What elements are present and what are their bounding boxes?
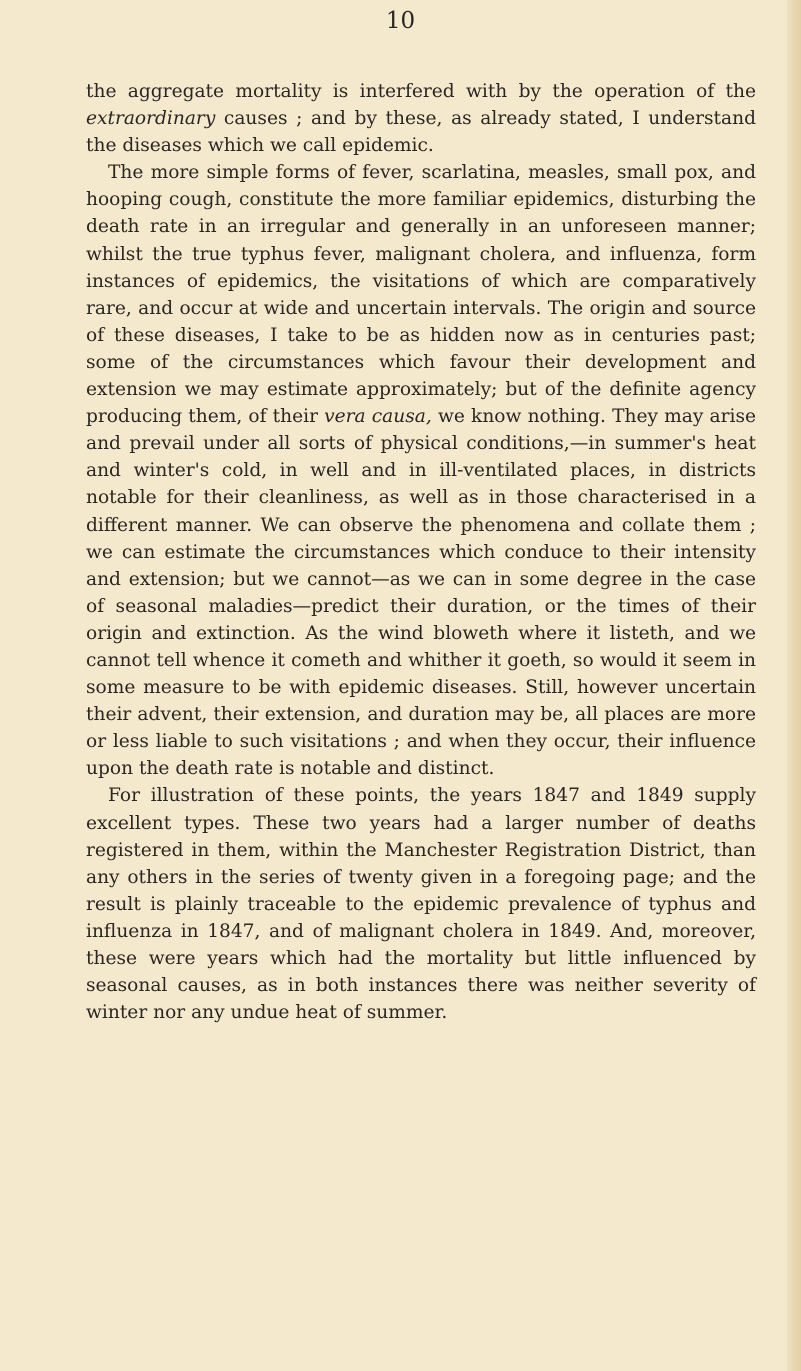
text-segment: For illustration of these points, the years 1847 and 1849 supply excellent types. These two years had a larger number of deaths registered in them, within the Manchester Registration District, than any others in the series of twenty given in a foregoing page; and the result is plainly traceable to the epidemic prevalence of typhus and influenza in 1847, and of malignant cholera in 1849. And, moreover, these were years which had the mortality but little influenced by seasonal causes, as in both instances there was neither severity of winter nor any undue heat of summer. (86, 785, 756, 1024)
page-edge-shadow (787, 0, 801, 1371)
paragraph-3 (86, 782, 756, 1026)
body-text (86, 78, 756, 1026)
italic-term-vera-causa: vera causa, (324, 406, 432, 428)
paragraph-1 (86, 78, 756, 159)
text-segment: The more simple forms of fever, scarlatina, measles, small pox, and hooping cough, constitute the more familiar epidemics, disturbing the death rate in an irregular and generally in an unforeseen manner; whilst the true typhus fever, malignant cholera, and influenza, form instances of epidemics, the visitations of which are comparatively rare, and occur at wide and uncertain intervals. The origin and source of these diseases, I take to be as hidden now as in centuries past; some of the circumstances which favour their development and extension we may estimate approximately; but of the definite agency producing them, of their (86, 162, 756, 428)
paragraph-2 (86, 159, 756, 782)
page-number: 10 (385, 8, 416, 34)
text-segment: the aggregate mortality is interfered with by the operation of the (86, 81, 756, 102)
italic-term-extraordinary: extraordinary (86, 108, 216, 130)
text-segment: causes ; and by these, as already stated, I understand the diseases which we call epidemic. (86, 108, 756, 157)
text-segment: we know nothing. They may arise and prevail under all sorts of physical conditions,—in summer's heat and winter's cold, in well and in ill-ventilated places, in districts notable for their cleanliness, as well as in those characterised in a different manner. We can observe the phenomena and collate them ; we can estimate the circumstances which conduce to their intensity and extension; but we cannot—as we can in some degree in the case of seasonal maladies—predict their duration, or the times of their origin and extinction. As the wind bloweth where it listeth, and we cannot tell whence it cometh and whither it goeth, so would it seem in some measure to be with epidemic diseases. Still, however uncertain their advent, their extension, and duration may be, all places are more or less liable to such visitations ; and when they occur, their influence upon the death rate is notable and distinct. (86, 406, 756, 780)
